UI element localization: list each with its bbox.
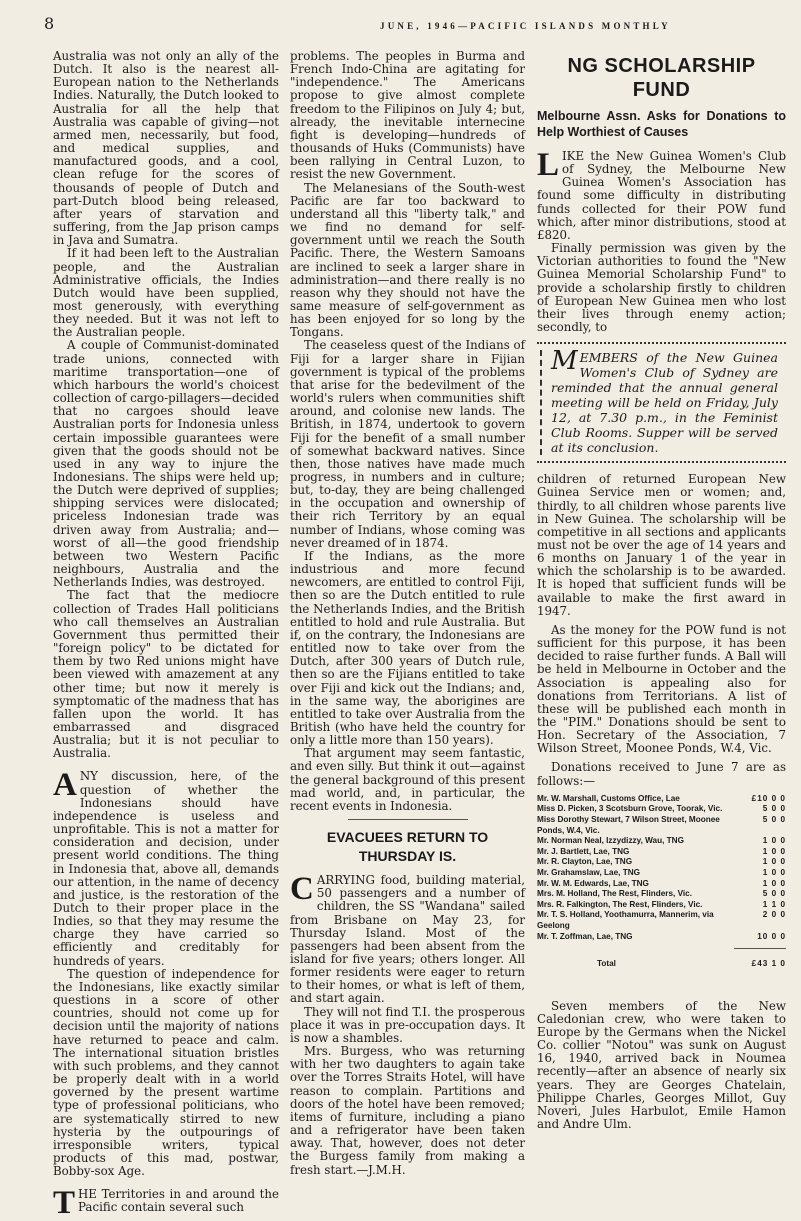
page-number: 8 [44,14,55,33]
donor-name: Mr. W. M. Edwards, Lae, TNG [537,878,649,888]
donations-list [537,794,786,942]
divider [734,948,786,949]
donation-amount: 2 0 0 [762,910,786,920]
running-title: JUNE, 1946—PACIFIC ISLANDS MONTHLY [380,21,671,31]
paragraph-dropcap: ANY discussion, here, of the question of whether the Indonesians should have independence is useless and unprofitable. This is not a matter for consideration and decision, under present world conditions. The thing in Indonesia that, above all, demands our attention, in the name of decency and justice, is the restoration of the Dutch to their proper place in the Indies, so that they may resume the charge they have carried so efficiently and creditably for hundreds of years. [53,767,279,968]
donor-name: Miss Dorothy Stewart, 7 Wilson Street, Moonee Ponds, W.4, Vic. [537,814,720,835]
column-1 [53,49,279,1221]
paragraph: They will not find T.I. the prosperous place it was in pre-occupation days. It is now a shambles. [290,1004,525,1045]
paragraph-dropcap: THE Territories in and around the Pacific contain several such [53,1185,279,1221]
column-2 [290,49,525,1177]
donation-row [537,794,786,805]
column-3 [537,50,786,1132]
donor-name: Mrs. M. Holland, The Rest, Flinders, Vic. [537,889,692,899]
article-heading: EVACUEES RETURN TO THURSDAY IS. [326,829,489,865]
donation-amount: 5 0 0 [762,889,786,899]
paragraph-dropcap: LIKE the New Guinea Women's Club of Sydney, the Melbourne New Guinea Women's Association has found some difficulty in distributing funds collected for their POW fund which, after minor distributions, stood at £820. [537,147,786,242]
page-header [0,0,801,40]
paragraph: children of returned European New Guinea Service men or women; and, thirdly, to all children whose parents live in New Guinea. The scholarship will be competitive in all sections and applicants must not be over the age of 14 years and 6 months on January 1 of the year in which the scholarship is to be awarded. It is hoped that sufficient funds will be available to make the first award in 1947. [537,472,786,618]
paragraph: Australia was not only an ally of the Dutch. It also is the nearest all-European nation to the Netherlands Indies. Naturally, the Dutch looked to Australia for all the help that Australia was capable of giving—not armed men, necessarily, but food, and medical supplies, and manufactured goods, and a cool, clean refuge for the scores of thousands of people of Dutch and part-Dutch blood being released, after years of starvation and suffering, from the Jap prison camps in Java and Sumatra. [53,49,279,248]
donation-row [537,879,786,890]
paragraph: As the money for the POW fund is not sufficient for this purpose, it has been decided to raise further funds. A Ball will be held in Melbourne in October and the Association is appealing also for donations from Territorians. A list of these will be published each month in the "PIM." Donations should be sent to Hon. Secretary of the Association, 7 Wilson Street, Moonee Ponds, W.4, Vic. [537,622,786,756]
donation-amount: 5 0 0 [762,804,786,814]
donation-row [537,804,786,815]
paragraph: If it had been left to the Australian people, and the Australian Administrative officials, the Indies Dutch would have been supplied, most generously, with everything they needed. But it was not left to the Australian people. [53,246,279,340]
paragraph: problems. The peoples in Burma and French Indo-China are agitating for "independence." The Americans propose to give almost complete freedom to the Filipinos on July 4; but, already, the inevitable internecine fight is developing—hundreds of thousands of Huks (Communists) have been rallying in Central Luzon, to resist the new Government. [290,49,525,182]
donation-row [537,868,786,879]
donation-amount: 1 0 0 [762,878,786,888]
donation-row [537,900,786,911]
donor-name: Mr. R. Clayton, Lae, TNG [537,857,633,867]
paragraph-dropcap: CARRYING food, building material, 50 passengers and a number of children, the SS "Wandana" sailed from Brisbane on May 23, for Thursday Island. Most of the passengers had been absent from the island for five years; others longer. All former residents were eager to return to their homes, or what is left of them, and start again. [290,871,525,1006]
paragraph: If the Indians, as the more industrious and more fecund newcomers, are entitled to control Fiji, then so are the Dutch entitled to rule the Netherlands Indies, and the British entitled to hold and rule Australia. But if, on the contrary, the Indonesians are entitled now to take over from the Dutch, after 300 years of Dutch rule, then so are the Fijians entitled to take over Fiji and kick out the Indians; and, in the same way, the aborigines are entitled to take over Australia from the British (who have held the country for only a little more than 150 years). [290,548,525,748]
donor-name: Mrs. R. Falkington, The Rest, Flinders, Vic. [537,899,703,909]
paragraph: A couple of Communist-dominated trade unions, connected with maritime transportation—one of which harbours the world's choicest collection of cargo-pillagers—decided that no cargoes should leave Australian ports for Indonesia unless certain impossible guarantees were given that the goods should not be used in any way to injure the Indonesians. The ships were held up; the Dutch were deprived of supplies; shipping services were dislocated; priceless Indonesian trade was driven away from Australia; and—worst of all—the good friendship between two Western Pacific neighbours, Australia and the Netherlands Indies, was destroyed. [53,338,279,590]
drop-cap: C [290,871,314,908]
donation-amount: £10 0 0 [751,793,786,803]
donor-name: Mr. Grahamslaw, Lae, TNG [537,867,640,877]
donor-name: Miss D. Picken, 3 Scotsburn Grove, Toorak, Vic. [537,804,723,814]
donor-name: Mr. Norman Neal, Izzydizzy, Wau, TNG [537,836,684,846]
donation-row [537,815,786,836]
article-heading: NG SCHOLARSHIP FUND [567,55,756,101]
donation-row [537,889,786,900]
paragraph: The fact that the mediocre collection of Trades Hall politicians who call themselves an Australian Government thus permitted their "foreign policy" to be dictated for them by two Red unions might have been viewed with amazement at any other time; but now it merely is symptomatic of the madness that has fallen upon the world. It has embarrassed and disgraced Australia; but it is not peculiar to Australia. [53,588,279,761]
divider [348,819,468,820]
drop-cap: T [53,1185,76,1221]
donor-name: Mr. J. Bartlett, Lae, TNG [537,846,630,856]
paragraph: The question of independence for the Indonesians, like exactly similar questions in a score of other countries, should not come up for decision until the majority of nations have returned to peace and calm. The international situation bristles with such problems, and they cannot be properly dealt with in a world governed by the present wartime type of professional politicians, who are systematically stirred to new hysteria by the outpourings of irresponsible writers, typical products of this mad, postwar, Bobby-sox Age. [53,966,279,1179]
donation-amount: 1 0 0 [762,836,786,846]
paragraph: Seven members of the New Caledonian crew, who were taken to Europe by the Germans when the Nickel Co. collier "Notou" was sunk on August 16, 1940, arrived back in Noumea recently—after an absence of nearly six years. They are Georges Chatelain, Philippe Charles, Georges Millot, Guy Noveri, Jules Harbulot, Emile Hamon and Andre Ulm. [537,998,786,1132]
total-label: Total [597,959,616,969]
paragraph: That argument may seem fantastic, and even silly. But think it out—against the general background of this present mad world, and, in particular, the recent events in Indonesia. [290,746,525,813]
drop-cap: M [551,346,578,377]
paragraph: Mrs. Burgess, who was returning with her two daughters to again take over the Torres Straits Hotel, will have reason to complain. Partitions and doors of the hotel have been removed; items of furniture, including a piano and a refrigerator have been taken away. That, however, does not deter the Burgess family from making a fresh start.—J.M.H. [290,1044,525,1177]
drop-cap: A [53,767,77,804]
donation-amount: 5 0 0 [762,814,786,824]
article-subheading: Melbourne Assn. Asks for Donations to Help Worthiest of Causes [537,109,786,139]
donor-name: Mr. T. S. Holland, Yoothamurra, Mannerim, via Geelong [537,910,714,930]
donation-row [537,857,786,868]
notice-text: MEMBERS of the New Guinea Women's Club of Sydney are reminded that the annual general meeting will be held on Friday, July 12, at 7.30 p.m., in the Feminist Club Rooms. Supper will be served at its conclusion. [551,346,778,456]
donor-name: Mr. W. Marshall, Customs Office, Lae [537,793,680,803]
donation-row [537,836,786,847]
notice-box [537,342,786,463]
paragraph: Finally permission was given by the Victorian authorities to found the "New Guinea Memorial Scholarship Fund" to provide a scholarship firstly to children of European New Guinea men who lost their lives through enemy action; secondly, to [537,241,786,335]
donation-amount: 1 0 0 [762,867,786,877]
donor-name: Mr. T. Zoffman, Lae, TNG [537,931,633,941]
paragraph: The ceaseless quest of the Indians of Fiji for a larger share in Fijian government is typical of the problems that arise for the bedevilment of the world's rulers when communities shift around, and colonise new lands. The British, in 1874, undertook to govern Fiji for the benefit of a small number of somewhat backward natives. Since then, those natives have made much progress, in numbers and in culture; but, to-day, they are being challenged in the occupation and ownership of their rich Territory by an equal number of Indians, whose coming was never dreamed of in 1874. [290,338,525,550]
total-amount: £43 1 0 [751,959,786,969]
donation-amount: 1 0 0 [762,846,786,856]
donation-amount: 10 0 0 [757,931,786,941]
donation-amount: 1 1 0 [762,899,786,909]
donation-row [537,910,786,931]
donation-amount: 1 0 0 [762,857,786,867]
paragraph: The Melanesians of the South-west Pacific are far too backward to understand all this "liberty talk," and we find no demand for self-government until we reach the South Pacific. There, the Western Samoans are inclined to seek a larger share in administration—and there really is no reason why they should not have the same measure of self-government as has been enjoyed for so long by the Tongans. [290,180,525,340]
donations-total [537,948,786,970]
donation-row [537,847,786,858]
donation-row [537,932,786,943]
paragraph: Donations received to June 7 are as follows:— [537,760,786,788]
drop-cap: L [537,147,560,183]
